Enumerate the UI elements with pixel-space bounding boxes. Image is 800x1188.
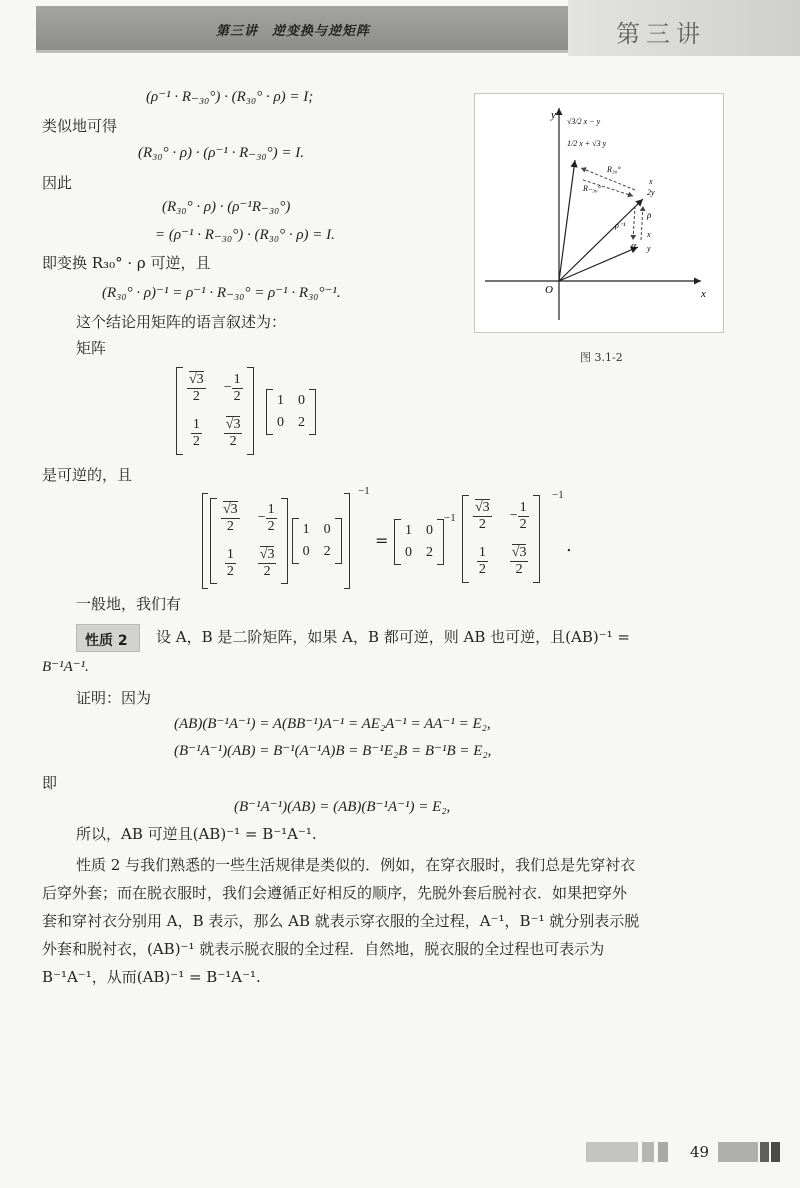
equation-line: (ρ⁻¹ · R₋₃₀°) · (R₃₀° · ρ) = I;	[146, 89, 314, 105]
paragraph-line: B⁻¹A⁻¹，从而(AB)⁻¹ = B⁻¹A⁻¹.	[42, 968, 261, 986]
text-line: 矩阵	[76, 339, 107, 357]
inverse-superscript: −1	[552, 489, 564, 501]
rho-arrow	[641, 206, 643, 240]
figure-3-1-2	[474, 93, 724, 333]
equation-line: (R₃₀° · ρ)⁻¹ = ρ⁻¹ · R₋₃₀° = ρ⁻¹ · R₃₀°⁻¹.	[102, 285, 341, 301]
paragraph-line: 性质 2 与我们熟悉的一些生活规律是类似的．例如，在穿衣服时，我们总是先穿衬衣	[76, 856, 636, 874]
property-statement: 设 A，B 是二阶矩阵，如果 A，B 都可逆，则 AB 也可逆，且(AB)⁻¹ =	[156, 628, 631, 646]
mid-vector-x: x	[649, 177, 653, 186]
inverse-superscript: −1	[358, 485, 370, 497]
text-line: 即	[42, 774, 58, 792]
paragraph-line: 后穿外套；而在脱衣服时，我们会遵循正好相反的顺序，先脱外套后脱衬衣．如果把穿外	[42, 884, 628, 902]
footer-decor	[718, 1142, 758, 1162]
origin-label: O	[545, 284, 553, 296]
vector-diagram	[475, 94, 723, 332]
rotation-matrix: $\frac{√3}{2}$ − $\frac{1}{2}$ $\frac{1}{2}$ $\frac{√3}{2}$	[176, 367, 254, 455]
equals-sign: =	[375, 531, 389, 550]
rho-label: ρ	[647, 210, 652, 220]
lecture-label: 第三讲	[616, 20, 706, 48]
text-line: 这个结论用矩阵的语言叙述为：	[76, 313, 287, 331]
proof-label: 证明：因为	[76, 689, 152, 707]
x-axis-label: x	[701, 288, 706, 300]
footer-decor	[586, 1142, 638, 1162]
rotation-matrix-right: $\frac{√3}{2}$ − $\frac{1}{2}$ $\frac{1}{2}$ $\frac{√3}{2}$	[462, 495, 540, 583]
scale-matrix-right: 1 0 0 2	[394, 519, 444, 565]
paragraph-line: 外套和脱衬衣，(AB)⁻¹ 就表示脱衣服的全过程．自然地，脱衣服的全过程也可表示为	[42, 940, 605, 958]
outer-bracket-matrix: $\frac{√3}{2}$ − $\frac{1}{2}$ $\frac{1}{2}$ $\frac{√3}{2}$ 1 0 0 2	[202, 493, 350, 589]
footer-decor	[771, 1142, 780, 1162]
vector-mid	[559, 199, 643, 281]
running-header	[36, 0, 800, 56]
inverse-superscript: −1	[444, 512, 456, 524]
footer-decor	[658, 1142, 668, 1162]
page-number: 49	[690, 1143, 710, 1161]
y-axis-label: y	[551, 109, 556, 121]
rm30-label: R₋₃₀°	[583, 184, 601, 193]
equation-line: (R₃₀° · ρ) · (ρ⁻¹R₋₃₀°)	[162, 199, 291, 215]
fraction: $\frac{√3}{2}$	[189, 371, 204, 404]
text-line: 因此	[42, 174, 73, 192]
mid-vector-2y: 2y	[647, 188, 655, 197]
equation-line: = (ρ⁻¹ · R₋₃₀°) · (R₃₀° · ρ) = I.	[155, 227, 335, 243]
vector-bottom	[559, 247, 638, 281]
top-vector-row2: 1/2 x + √3 y	[567, 139, 607, 148]
property-badge: 性质 2	[76, 624, 140, 652]
chapter-title: 第三讲 逆变换与逆矩阵	[216, 24, 371, 39]
property-statement-end: B⁻¹A⁻¹.	[42, 659, 89, 675]
scale-matrix: 1 0 0 2	[266, 389, 316, 435]
equation-line: (R₃₀° · ρ) · (ρ⁻¹ · R₋₃₀°) = I.	[138, 145, 305, 161]
proof-conclusion: 所以，AB 可逆且(AB)⁻¹ = B⁻¹A⁻¹.	[76, 825, 317, 843]
paragraph-line: 套和穿衬衣分别用 A，B 表示，那么 AB 就表示穿衣服的全过程，A⁻¹，B⁻¹ 就分别表示脱	[42, 912, 640, 930]
bottom-vector-y: y	[647, 244, 651, 253]
text-line: 即变换 R₃₀° · ρ 可逆，且	[42, 254, 211, 272]
footer-decor	[642, 1142, 654, 1162]
r30-label: R₃₀°	[607, 165, 621, 174]
text-line: 一般地，我们有	[76, 595, 182, 613]
text-line: 类似地可得	[42, 117, 118, 135]
proof-line: (B⁻¹A⁻¹)(AB) = B⁻¹(A⁻¹A)B = B⁻¹E₂B = B⁻¹B = E₂,	[174, 743, 492, 759]
period: .	[566, 535, 572, 556]
rho-inv-arrow	[633, 206, 635, 240]
bottom-vector-x: x	[647, 230, 651, 239]
rho-inv-label: ρ⁻¹	[615, 221, 626, 230]
vector-top	[559, 160, 575, 281]
proof-line: (AB)(B⁻¹A⁻¹) = A(BB⁻¹)A⁻¹ = AE₂A⁻¹ = AA⁻¹ = E₂,	[174, 716, 491, 732]
footer-decor	[760, 1142, 769, 1162]
top-vector-row1: √3/2 x − y	[567, 117, 601, 126]
alpha-label: α	[631, 241, 637, 252]
proof-line: (B⁻¹A⁻¹)(AB) = (AB)(B⁻¹A⁻¹) = E₂,	[234, 799, 451, 815]
text-line: 是可逆的，且	[42, 466, 133, 484]
figure-caption: 图 3.1-2	[580, 351, 623, 364]
